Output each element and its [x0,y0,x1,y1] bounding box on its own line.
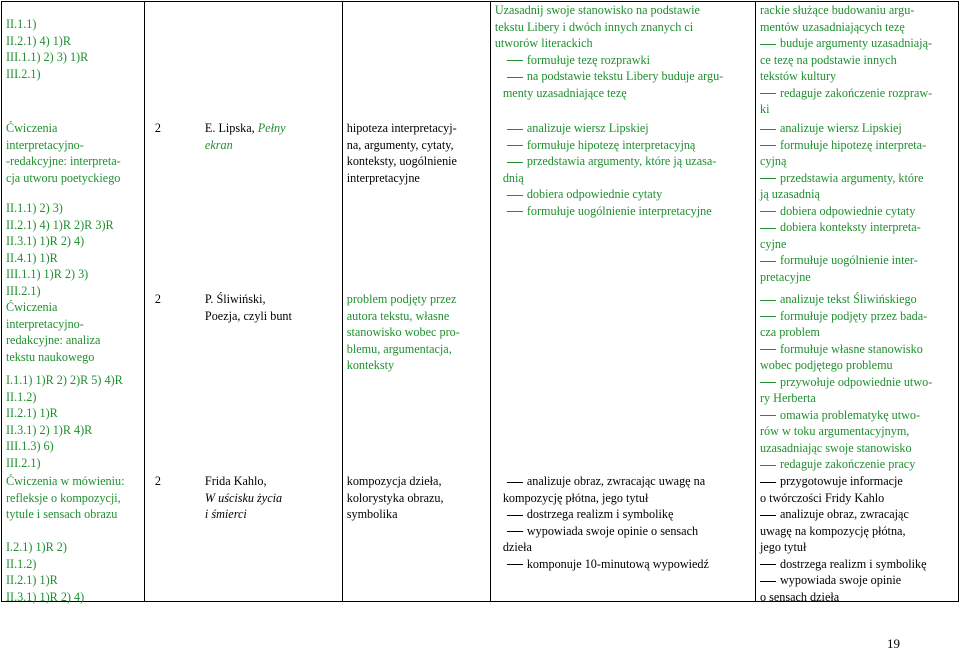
bullet-item: formułuje własne stanowisko [760,341,954,358]
text-line: menty uzasadniające tezę [502,85,627,100]
topic-line: autora tekstu, własne [346,308,450,323]
text-line: tekstu Libery i dwóch innych znanych ci [494,19,694,34]
lesson-column [144,2,342,602]
page-number: 19 [887,636,900,651]
text-line: kompozycję płótna, jego tytuł [502,490,649,505]
bullet-item: przygotowuje informacje [760,473,954,490]
bullet-item: redaguje zakończenie rozpraw- [760,85,954,102]
section-title: Ćwiczenia [6,300,58,314]
topic-line: stanowisko wobec pro- [346,325,460,339]
topic-line: konteksty [346,358,395,372]
text-line: dzieła [502,540,532,554]
code-line: II.2.1) 1)R [6,573,58,587]
topic-line: blemu, argumentacja, [346,341,452,356]
lesson-title: E. Lipska, Pełny ekran [204,121,286,152]
bullet-item: redaguje zakończenie pracy [760,456,954,473]
topic-line: konteksty, uogólnienie [346,154,457,168]
section-title: refleksje o kompozycji, [6,490,121,505]
section-title: cja utworu poetyckiego [6,170,121,185]
section-title: interpretacyjno- [6,137,84,152]
topic-line: na, argumenty, cytaty, [346,137,454,152]
bullet-item: przywołuje odpowiednie utwo- [760,374,954,391]
code-line: III.2.1) [6,66,41,81]
basic-requirements-column [490,2,755,602]
topic-line: problem podjęty przez [346,292,457,306]
bullet-item: formułuje uogólnienie interpretacyjne [495,203,751,220]
code-line: II.2.1) 4) 1)R [6,33,71,48]
bullet-item: analizuje wiersz Lipskiej [760,120,954,137]
bullet-item: buduje argumenty uzasadniają- [760,35,954,52]
bullet-item: komponuje 10-minutową wypowiedź [495,556,751,573]
code-line: III.1.1) 2) 3) 1)R [6,50,89,64]
section-title: Ćwiczenia [6,121,58,135]
topics-column [342,2,490,602]
text-line: Uzasadnij swoje stanowisko na podstawie [494,3,700,17]
bullet-item: formułuje podjęty przez bada- [760,308,954,325]
requirements-column [2,2,145,602]
bullet-item: dobiera konteksty interpreta- [760,219,954,236]
code-line: II.3.1) 2) 1)R 4)R [6,422,93,437]
text-line: ją uzasadnią [759,187,820,201]
code-line: II.2.1) 4) 1)R 2)R 3)R [6,217,114,232]
bullet-item: dostrzega realizm i symbolikę [760,556,954,573]
text-line: jego tytuł [759,540,807,554]
bullet-item: dobiera odpowiednie cytaty [760,203,954,220]
lesson-title: P. Śliwiński, Poezja, czyli bunt [204,292,292,323]
section-title: Ćwiczenia w mówieniu: [6,474,125,488]
bullet-item: omawia problematykę utwo- [760,407,954,424]
code-line: III.2.1) [6,283,41,298]
text-line: uwagę na kompozycję płótna, [759,523,906,538]
hours-count: 2 [154,474,162,488]
code-line: I.1.1) 1)R 2) 2)R 5) 4)R [6,373,123,387]
code-line: II.4.1) 1)R [6,250,58,265]
text-line: mentów uzasadniających tezę [759,19,905,34]
code-line: II.3.1) 1)R 2) 4) [6,234,85,248]
topic-line: kompozycja dzieła, [346,474,442,488]
code-line: III.2.1) [6,455,41,470]
section-title: tekstu naukowego [6,349,95,364]
code-line: I.2.1) 1)R 2) [6,540,67,554]
topic-line: symbolika [346,507,398,521]
bullet-item: analizuje tekst Śliwińskiego [760,291,954,308]
bullet-item: przedstawia argumenty, które ją uzasa- [495,153,751,170]
text-line: cyjną [759,154,787,168]
bullet-item: analizuje obraz, zwracając uwagę na [495,473,751,490]
text-line: ry Herberta [759,391,816,405]
bullet-item: wypowiada swoje opinie o sensach [495,523,751,540]
bullet-item: przedstawia argumenty, które [760,170,954,187]
bullet-item: na podstawie tekstu Libery buduje argu- [495,68,751,85]
section-title: -redakcyjne: interpreta- [6,154,121,168]
text-line: wobec podjętego problemu [759,358,893,372]
code-line: II.2.1) 1)R [6,406,58,420]
text-line: dnią [502,170,524,185]
text-line: cyjne [759,236,787,251]
section-title: tytule i sensach obrazu [6,507,118,521]
section-title: redakcyjne: analiza [6,333,101,347]
section-title: interpretacyjno- [6,316,84,331]
text-line: pretacyjne [759,269,811,284]
code-line: III.1.1) 1)R 2) 3) [6,267,89,281]
code-line: II.1.2) [6,556,37,571]
text-line: utworów literackich [494,36,593,50]
code-line: II.3.1) 1)R 2) 4) [6,589,85,604]
bullet-item: formułuje hipotezę interpretacyjną [495,137,751,154]
text-line: uzasadniając swoje stanowisko [759,440,912,455]
bullet-item: analizuje obraz, zwracając [760,506,954,523]
bullet-item: formułuje uogólnienie inter- [760,252,954,269]
text-line: cza problem [759,325,820,339]
lesson-title: Frida Kahlo, W uścisku życia i śmierci [204,474,283,521]
text-line: o sensach dzieła [759,589,840,604]
topic-line: kolorystyka obrazu, [346,490,444,505]
code-line: II.1.1) 2) 3) [6,201,63,215]
hours-count: 2 [154,292,162,306]
text-line: o twórczości Fridy Kahlo [759,490,885,505]
code-line: III.1.3) 6) [6,439,54,453]
text-line: rackie służące budowaniu argu- [759,3,915,17]
bullet-item: formułuje hipotezę interpreta- [760,137,954,154]
extended-requirements-column [755,2,958,602]
bullet-item: dobiera odpowiednie cytaty [495,186,751,203]
code-line: II.1.1) [6,17,37,31]
bullet-item: analizuje wiersz Lipskiej [495,120,751,137]
curriculum-table [1,1,959,602]
text-line: tekstów kultury [759,69,837,83]
text-line: ki [759,102,770,116]
text-line: ce tezę na podstawie innych [759,52,897,67]
bullet-item: formułuje tezę rozprawki [495,52,751,69]
code-line: II.1.2) [6,389,37,404]
text-line: rów w toku argumentacyjnym, [759,424,910,438]
hours-count: 2 [154,121,162,135]
topic-line: interpretacyjne [346,170,420,185]
bullet-item: wypowiada swoje opinie [760,572,954,589]
bullet-item: dostrzega realizm i symbolikę [495,506,751,523]
topic-line: hipoteza interpretacyj- [346,121,457,135]
